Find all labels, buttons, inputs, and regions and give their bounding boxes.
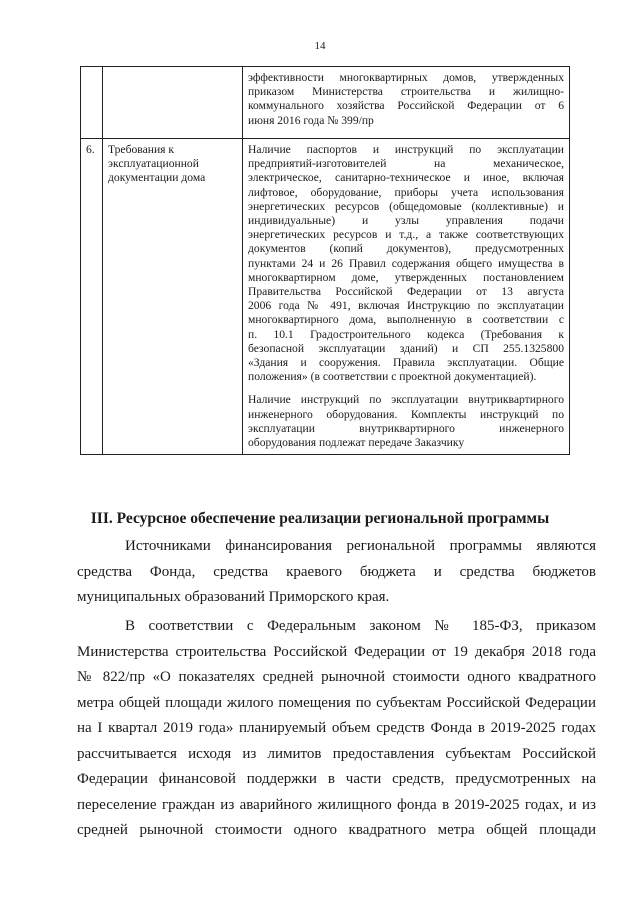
paragraph-line: муниципальных образований Приморского края. xyxy=(77,589,390,605)
page-number: 14 xyxy=(314,40,326,52)
description-cell xyxy=(243,67,570,139)
table-row-6 xyxy=(81,139,570,455)
requirements-table xyxy=(80,66,570,455)
paragraph-line: метра общей площади жилого помещения по субъектам Российской Федерации xyxy=(77,694,596,711)
requirement-line: эксплуатационной xyxy=(108,157,199,171)
text-line: положения» (в соответствии с проектной документацией). xyxy=(248,370,537,384)
paragraph-funding-sources xyxy=(77,534,596,611)
paragraph-line: Министерства строительства Российской Федерации от 19 декабря 2018 года xyxy=(77,643,596,660)
requirement-line: документации дома xyxy=(108,171,206,185)
text-line: многоквартирном доме, утвержденных постановлением xyxy=(248,270,564,284)
paragraph-line: В соответствии с Федеральным законом № 185-ФЗ, приказом xyxy=(125,618,596,634)
paragraph-line: рассчитывается исходя из лимитов предоставления субъектам Российской xyxy=(77,745,596,762)
paragraph-line: на I квартал 2019 года» планируемый объем средств Фонда в 2019-2025 годах xyxy=(77,720,596,736)
table-row-continuation xyxy=(81,67,570,139)
text-line: предприятий-изготовителей на механическое, xyxy=(248,157,564,171)
requirement-cell xyxy=(103,139,243,455)
requirement-cell-empty xyxy=(103,67,243,139)
text-line: инженерного оборудования. Комплекты инструкций по xyxy=(248,407,564,421)
text-line: электрическое, санитарно-техническое и иное, включая xyxy=(248,171,564,185)
text-line: эксплуатации внутриквартирного инженерного xyxy=(248,421,564,435)
text-line: Правительства Российской Федерации от 13 августа xyxy=(248,285,564,299)
text-line: п. 10.1 Градостроительного кодекса (Требования к xyxy=(248,327,564,341)
paragraph-line: переселение граждан из аварийного жилищного фонда в 2019-2025 годах, и из xyxy=(77,796,596,813)
text-line: энергетических ресурсов и т.д., а также соответствующих xyxy=(248,228,564,242)
paragraph-line: № 822/пр «О показателях средней рыночной стоимости одного квадратного xyxy=(77,669,596,685)
text-line: лифтовое, оборудование, приборы учета использования xyxy=(248,185,564,199)
text-line: приказом Министерства строительства и жилищно- xyxy=(248,85,564,99)
text-line: пунктами 24 и 26 Правил содержания общего имущества в xyxy=(248,256,564,270)
text-line: безопасной эксплуатации зданий) и СП 255.1325800 xyxy=(248,341,564,355)
text-line: оборудования подлежат передаче Заказчику xyxy=(248,436,465,450)
paragraph-line: Источниками финансирования региональной программы являются xyxy=(125,538,596,554)
text-line: «Здания и сооружения. Правила эксплуатации. Общие xyxy=(248,356,564,370)
text-line: Наличие паспортов и инструкций по эксплуатации xyxy=(248,143,564,156)
requirement-line: Требования к xyxy=(108,143,175,156)
paragraph-fund-calculation xyxy=(77,614,596,844)
row-number-cell-empty xyxy=(81,67,103,139)
paragraph-line: Федерации финансовой поддержки в части средств, предусмотренных на xyxy=(77,771,596,787)
text-line: многоквартирного дома, выполненную в соответствии с xyxy=(248,313,564,327)
text-line: Наличие инструкций по эксплуатации внутриквартирного xyxy=(248,393,564,407)
text-line: документов (копий документов), предусмотренных xyxy=(248,242,564,256)
text-line: 2006 года № 491, включая Инструкцию по эксплуатации xyxy=(248,299,564,313)
text-line: индивидуальные) и узлы управления подачи xyxy=(248,214,564,228)
text-line: энергетических ресурсов (общедомовые (коллективные) и xyxy=(248,199,564,213)
description-cell xyxy=(243,139,570,455)
row-number: 6. xyxy=(81,139,103,455)
text-line: июня 2016 года № 399/пр xyxy=(248,113,374,127)
text-line: эффективности многоквартирных домов, утвержденных xyxy=(248,71,564,84)
text-line: коммунального хозяйства Российской Федерации от 6 xyxy=(248,99,564,113)
paragraph-line: средства Фонда, средства краевого бюджета и средства бюджетов xyxy=(77,563,596,580)
section-title: III. Ресурсное обеспечение реализации региональной программы xyxy=(90,510,550,527)
paragraph-line: средней рыночной стоимости одного квадратного метра общей площади xyxy=(77,822,596,838)
